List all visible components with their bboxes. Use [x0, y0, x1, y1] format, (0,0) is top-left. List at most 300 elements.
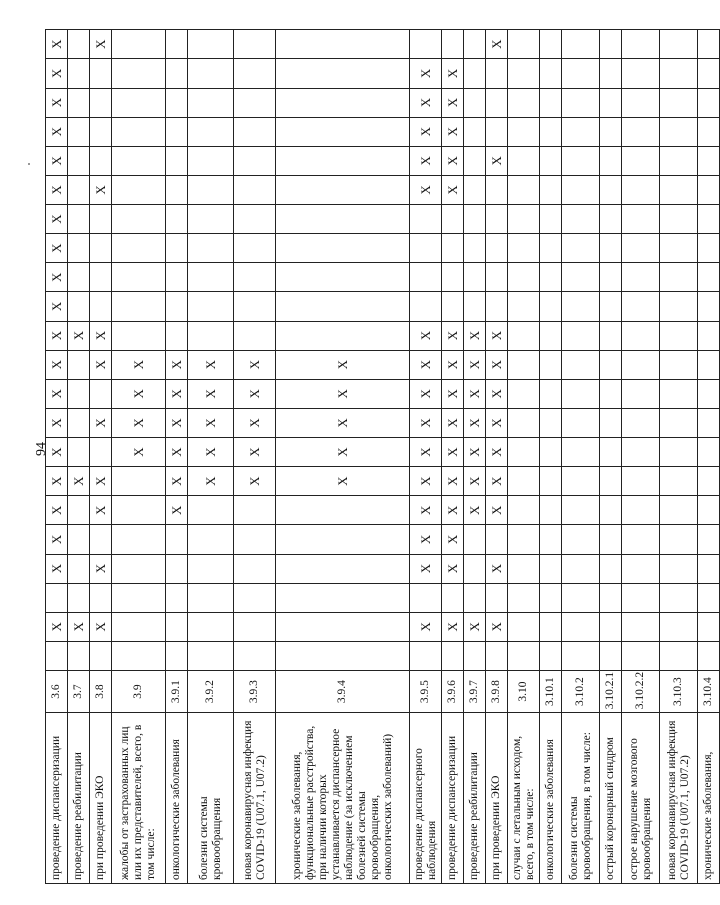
mark-cell: X	[410, 59, 442, 88]
mark-cell	[442, 641, 464, 670]
mark-cell	[600, 350, 622, 379]
mark-cell	[442, 234, 464, 263]
mark-cell: X	[276, 467, 410, 496]
mark-cell: X	[68, 467, 90, 496]
mark-cell: X	[410, 438, 442, 467]
mark-cell: X	[188, 467, 234, 496]
mark-cell	[600, 117, 622, 146]
mark-cell: X	[46, 496, 68, 525]
table-row	[464, 30, 486, 884]
mark-cell	[68, 525, 90, 554]
mark-cell	[234, 175, 276, 204]
mark-cell	[600, 88, 622, 117]
mark-cell	[562, 205, 600, 234]
mark-cell	[660, 205, 698, 234]
mark-cell: X	[276, 438, 410, 467]
row-code: 3.9.8	[486, 671, 508, 713]
mark-cell	[600, 438, 622, 467]
mark-cell	[660, 88, 698, 117]
mark-cell	[410, 641, 442, 670]
mark-cell	[540, 263, 562, 292]
mark-cell: X	[46, 612, 68, 641]
mark-cell	[112, 205, 166, 234]
mark-cell	[464, 117, 486, 146]
mark-cell: X	[234, 350, 276, 379]
mark-cell	[698, 496, 720, 525]
mark-cell	[562, 467, 600, 496]
mark-cell	[486, 292, 508, 321]
row-code: 3.9.6	[442, 671, 464, 713]
scan-speck	[28, 163, 30, 165]
table-row	[68, 30, 90, 884]
mark-cell: X	[46, 59, 68, 88]
mark-cell: X	[90, 408, 112, 437]
mark-cell	[660, 234, 698, 263]
mark-cell	[622, 175, 660, 204]
mark-cell: X	[46, 554, 68, 583]
mark-cell	[508, 496, 540, 525]
mark-cell	[166, 321, 188, 350]
mark-cell	[90, 438, 112, 467]
row-label: проведение реабилитации	[464, 713, 486, 884]
mark-cell	[540, 525, 562, 554]
row-label: проведение диспансеризации	[442, 713, 464, 884]
mark-cell	[464, 525, 486, 554]
row-code: 3.10.2.2	[622, 671, 660, 713]
mark-cell: X	[410, 321, 442, 350]
mark-cell: X	[188, 408, 234, 437]
mark-cell: X	[442, 525, 464, 554]
mark-cell	[464, 641, 486, 670]
mark-cell	[508, 408, 540, 437]
mark-cell	[540, 175, 562, 204]
table-row	[46, 30, 68, 884]
mark-cell	[508, 146, 540, 175]
mark-cell	[540, 612, 562, 641]
mark-cell	[112, 525, 166, 554]
mark-cell	[166, 263, 188, 292]
data-table	[45, 29, 720, 884]
mark-cell	[68, 438, 90, 467]
mark-cell	[90, 379, 112, 408]
mark-cell	[112, 612, 166, 641]
row-label: при проведении ЭКО	[486, 713, 508, 884]
mark-cell	[698, 292, 720, 321]
mark-cell	[508, 175, 540, 204]
mark-cell: X	[486, 554, 508, 583]
mark-cell: X	[46, 438, 68, 467]
mark-cell	[562, 234, 600, 263]
mark-cell: X	[46, 205, 68, 234]
mark-cell	[90, 117, 112, 146]
mark-cell	[622, 234, 660, 263]
mark-cell: X	[112, 438, 166, 467]
table-row	[622, 30, 660, 884]
mark-cell	[540, 350, 562, 379]
mark-cell: X	[410, 146, 442, 175]
mark-cell: X	[46, 467, 68, 496]
mark-cell	[68, 641, 90, 670]
mark-cell	[234, 525, 276, 554]
row-code: 3.9.3	[234, 671, 276, 713]
mark-cell	[698, 612, 720, 641]
mark-cell: X	[442, 379, 464, 408]
mark-cell: X	[46, 379, 68, 408]
mark-cell	[68, 205, 90, 234]
mark-cell	[68, 59, 90, 88]
mark-cell	[562, 525, 600, 554]
row-code: 3.10.3	[660, 671, 698, 713]
mark-cell	[166, 641, 188, 670]
mark-cell: X	[166, 467, 188, 496]
mark-cell: X	[90, 30, 112, 59]
mark-cell	[166, 205, 188, 234]
mark-cell	[188, 583, 234, 612]
mark-cell	[112, 117, 166, 146]
mark-cell	[562, 175, 600, 204]
mark-cell	[508, 234, 540, 263]
mark-cell	[698, 175, 720, 204]
mark-cell	[562, 408, 600, 437]
mark-cell: X	[90, 467, 112, 496]
mark-cell	[622, 467, 660, 496]
mark-cell	[562, 379, 600, 408]
mark-cell	[622, 350, 660, 379]
mark-cell	[508, 263, 540, 292]
mark-cell	[276, 321, 410, 350]
mark-cell: X	[486, 408, 508, 437]
mark-cell	[540, 467, 562, 496]
mark-cell	[68, 117, 90, 146]
mark-cell: X	[46, 408, 68, 437]
row-label: болезни системы кровообращения, в том числе:	[562, 713, 600, 884]
mark-cell	[562, 321, 600, 350]
mark-cell	[90, 583, 112, 612]
mark-cell	[562, 146, 600, 175]
mark-cell: X	[486, 467, 508, 496]
mark-cell	[660, 59, 698, 88]
mark-cell	[112, 321, 166, 350]
mark-cell	[188, 146, 234, 175]
mark-cell: X	[276, 408, 410, 437]
mark-cell	[464, 583, 486, 612]
mark-cell	[622, 496, 660, 525]
mark-cell: X	[442, 612, 464, 641]
mark-cell	[562, 641, 600, 670]
mark-cell	[622, 146, 660, 175]
mark-cell	[188, 554, 234, 583]
mark-cell	[622, 438, 660, 467]
mark-cell: X	[46, 263, 68, 292]
mark-cell	[660, 321, 698, 350]
mark-cell	[166, 146, 188, 175]
mark-cell	[68, 146, 90, 175]
row-label: новая коронавирусная инфекция COVID-19 (U07.1, U07.2)	[234, 713, 276, 884]
mark-cell	[660, 496, 698, 525]
mark-cell: X	[410, 554, 442, 583]
mark-cell	[508, 88, 540, 117]
mark-cell	[600, 496, 622, 525]
mark-cell	[600, 59, 622, 88]
mark-cell	[188, 612, 234, 641]
mark-cell	[660, 146, 698, 175]
mark-cell	[698, 30, 720, 59]
mark-cell	[508, 379, 540, 408]
mark-cell: X	[410, 612, 442, 641]
mark-cell	[660, 583, 698, 612]
table-row	[540, 30, 562, 884]
mark-cell	[188, 321, 234, 350]
mark-cell	[410, 292, 442, 321]
mark-cell	[166, 292, 188, 321]
mark-cell	[188, 117, 234, 146]
mark-cell	[698, 59, 720, 88]
mark-cell: X	[46, 350, 68, 379]
row-label: онкологические заболевания	[166, 713, 188, 884]
mark-cell: X	[442, 88, 464, 117]
mark-cell	[464, 292, 486, 321]
mark-cell: X	[46, 88, 68, 117]
mark-cell	[68, 88, 90, 117]
mark-cell	[112, 554, 166, 583]
mark-cell	[410, 263, 442, 292]
mark-cell	[508, 292, 540, 321]
mark-cell	[508, 438, 540, 467]
mark-cell	[600, 583, 622, 612]
mark-cell	[540, 292, 562, 321]
mark-cell	[600, 525, 622, 554]
mark-cell	[698, 321, 720, 350]
mark-cell	[464, 30, 486, 59]
mark-cell	[90, 59, 112, 88]
mark-cell	[660, 117, 698, 146]
mark-cell	[600, 467, 622, 496]
mark-cell: X	[68, 321, 90, 350]
mark-cell	[562, 496, 600, 525]
mark-cell	[698, 583, 720, 612]
mark-cell	[660, 292, 698, 321]
mark-cell	[600, 612, 622, 641]
mark-cell	[464, 234, 486, 263]
mark-cell	[112, 59, 166, 88]
mark-cell	[562, 30, 600, 59]
mark-cell	[622, 408, 660, 437]
mark-cell	[188, 496, 234, 525]
mark-cell	[600, 146, 622, 175]
mark-cell	[698, 234, 720, 263]
mark-cell	[486, 59, 508, 88]
mark-cell	[622, 612, 660, 641]
mark-cell	[112, 583, 166, 612]
mark-cell: X	[464, 496, 486, 525]
row-code: 3.9.7	[464, 671, 486, 713]
mark-cell	[660, 554, 698, 583]
mark-cell	[540, 321, 562, 350]
mark-cell	[622, 30, 660, 59]
mark-cell	[562, 263, 600, 292]
mark-cell	[622, 583, 660, 612]
mark-cell: X	[188, 438, 234, 467]
mark-cell: X	[410, 117, 442, 146]
mark-cell	[276, 292, 410, 321]
mark-cell	[698, 554, 720, 583]
mark-cell	[188, 175, 234, 204]
mark-cell: X	[410, 408, 442, 437]
mark-cell	[442, 205, 464, 234]
mark-cell	[622, 59, 660, 88]
mark-cell	[410, 234, 442, 263]
mark-cell	[234, 321, 276, 350]
mark-cell	[68, 583, 90, 612]
mark-cell	[90, 641, 112, 670]
row-code: 3.10	[508, 671, 540, 713]
mark-cell	[600, 234, 622, 263]
mark-cell	[698, 408, 720, 437]
mark-cell	[166, 525, 188, 554]
mark-cell	[442, 30, 464, 59]
mark-cell	[112, 467, 166, 496]
mark-cell	[276, 146, 410, 175]
row-label: болезни системы кровообращения	[188, 713, 234, 884]
table-row	[486, 30, 508, 884]
mark-cell	[68, 30, 90, 59]
mark-cell	[166, 583, 188, 612]
mark-cell	[698, 350, 720, 379]
mark-cell	[660, 175, 698, 204]
mark-cell	[486, 263, 508, 292]
mark-cell	[600, 408, 622, 437]
mark-cell	[540, 379, 562, 408]
mark-cell	[166, 554, 188, 583]
mark-cell	[562, 554, 600, 583]
mark-cell	[600, 30, 622, 59]
mark-cell	[68, 263, 90, 292]
mark-cell	[486, 234, 508, 263]
mark-cell	[276, 117, 410, 146]
mark-cell	[562, 350, 600, 379]
mark-cell	[68, 554, 90, 583]
mark-cell	[698, 438, 720, 467]
mark-cell	[276, 88, 410, 117]
mark-cell	[90, 263, 112, 292]
row-code: 3.9	[112, 671, 166, 713]
mark-cell	[622, 292, 660, 321]
mark-cell	[68, 292, 90, 321]
mark-cell	[698, 117, 720, 146]
mark-cell	[112, 88, 166, 117]
mark-cell	[698, 263, 720, 292]
row-label: хронические заболевания, функциональные расстройства, при наличии которых устанавливается диспансерное наблюдение (за исключением болезней системы кровообращения, онкологических заболеваний)	[276, 713, 410, 884]
mark-cell: X	[166, 350, 188, 379]
mark-cell: X	[90, 350, 112, 379]
mark-cell	[112, 263, 166, 292]
mark-cell	[234, 641, 276, 670]
mark-cell: X	[112, 379, 166, 408]
mark-cell	[622, 263, 660, 292]
mark-cell: X	[46, 117, 68, 146]
mark-cell	[600, 641, 622, 670]
mark-cell: X	[46, 146, 68, 175]
mark-cell: X	[90, 612, 112, 641]
mark-cell	[90, 146, 112, 175]
mark-cell: X	[486, 30, 508, 59]
mark-cell	[562, 292, 600, 321]
mark-cell	[234, 234, 276, 263]
mark-cell	[112, 30, 166, 59]
row-code: 3.9.2	[188, 671, 234, 713]
row-code: 3.9.4	[276, 671, 410, 713]
mark-cell	[540, 117, 562, 146]
row-code: 3.9.5	[410, 671, 442, 713]
mark-cell	[166, 175, 188, 204]
mark-cell	[660, 612, 698, 641]
row-label: хронические заболевания,	[698, 713, 720, 884]
mark-cell	[486, 525, 508, 554]
row-code: 3.10.2.1	[600, 671, 622, 713]
mark-cell	[234, 292, 276, 321]
rotated-table-container	[45, 29, 714, 884]
mark-cell	[90, 205, 112, 234]
mark-cell: X	[410, 467, 442, 496]
mark-cell	[464, 554, 486, 583]
mark-cell	[464, 146, 486, 175]
mark-cell	[166, 612, 188, 641]
row-code: 3.6	[46, 671, 68, 713]
mark-cell	[410, 30, 442, 59]
mark-cell: X	[46, 321, 68, 350]
mark-cell	[464, 205, 486, 234]
mark-cell	[508, 583, 540, 612]
mark-cell: X	[442, 496, 464, 525]
mark-cell	[188, 205, 234, 234]
mark-cell	[562, 88, 600, 117]
table-row	[166, 30, 188, 884]
mark-cell	[442, 583, 464, 612]
mark-cell	[442, 263, 464, 292]
mark-cell	[600, 263, 622, 292]
mark-cell: X	[464, 408, 486, 437]
mark-cell	[112, 175, 166, 204]
table-row	[562, 30, 600, 884]
mark-cell	[540, 234, 562, 263]
mark-cell: X	[442, 146, 464, 175]
mark-cell: X	[234, 379, 276, 408]
mark-cell: X	[90, 175, 112, 204]
mark-cell	[442, 292, 464, 321]
mark-cell	[600, 205, 622, 234]
mark-cell	[68, 496, 90, 525]
mark-cell	[600, 292, 622, 321]
mark-cell	[410, 205, 442, 234]
mark-cell: X	[166, 438, 188, 467]
mark-cell	[68, 408, 90, 437]
mark-cell	[276, 30, 410, 59]
row-code: 3.10.2	[562, 671, 600, 713]
mark-cell	[234, 88, 276, 117]
mark-cell	[410, 583, 442, 612]
mark-cell	[234, 59, 276, 88]
mark-cell	[276, 612, 410, 641]
mark-cell	[464, 59, 486, 88]
mark-cell: X	[486, 612, 508, 641]
mark-cell	[660, 30, 698, 59]
mark-cell	[622, 379, 660, 408]
mark-cell: X	[464, 612, 486, 641]
mark-cell: X	[166, 408, 188, 437]
mark-cell: X	[410, 88, 442, 117]
row-label: онкологические заболевания	[540, 713, 562, 884]
mark-cell	[234, 554, 276, 583]
